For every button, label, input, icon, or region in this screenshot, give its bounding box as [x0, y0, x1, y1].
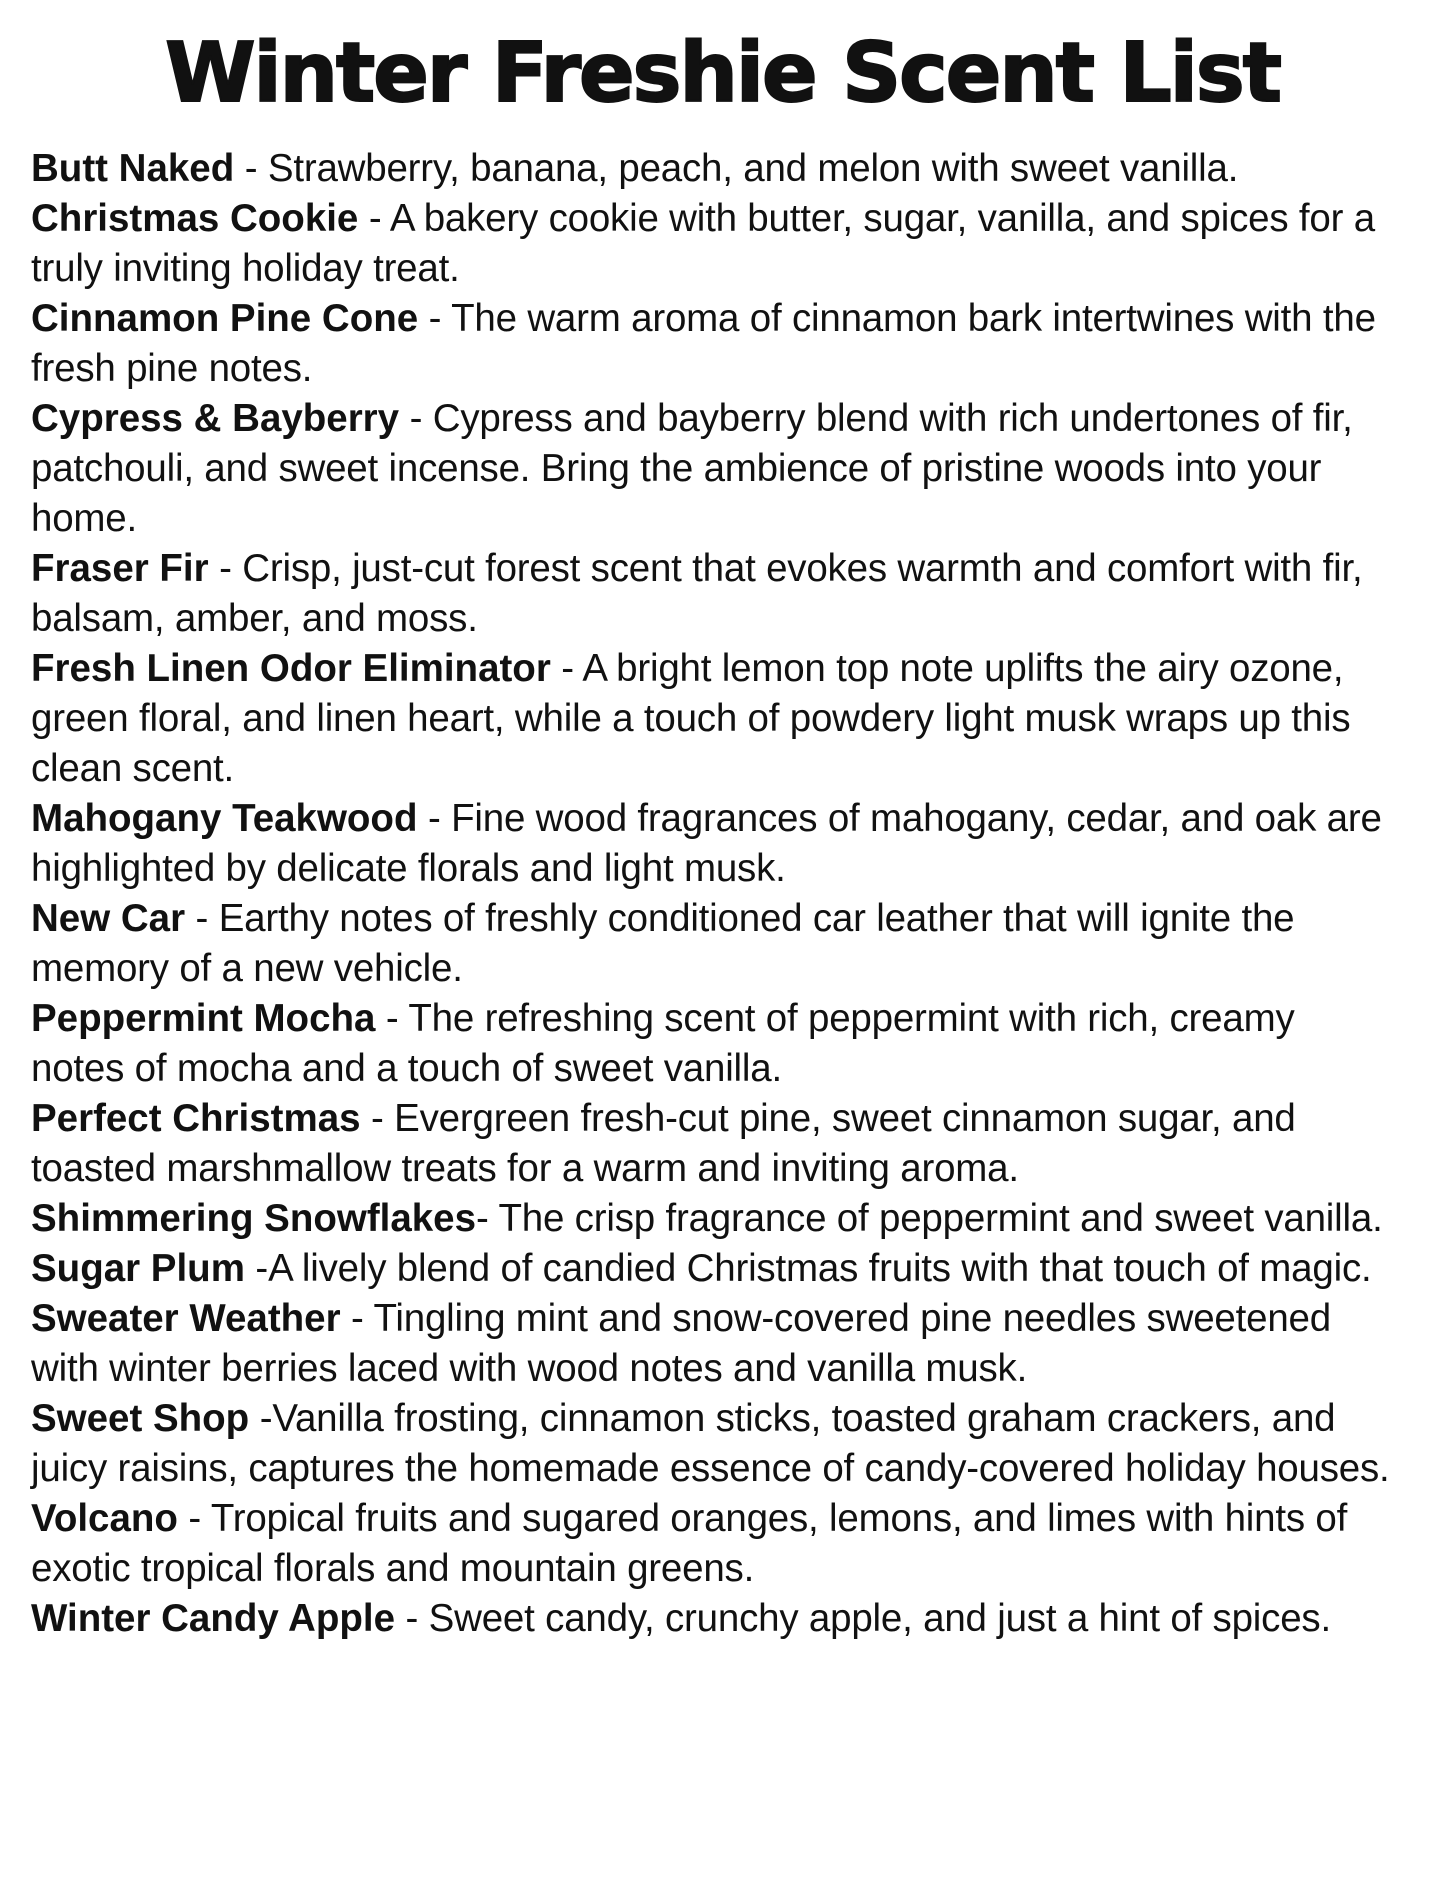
scent-separator: - — [208, 547, 243, 590]
scent-name: Perfect Christmas — [31, 1097, 361, 1140]
scent-description: Tingling mint and snow-covered pine needles sweetened with winter berries laced with wood notes and vanilla musk. — [31, 1297, 1331, 1390]
scent-entry — [31, 1494, 1397, 1594]
scent-name: Volcano — [31, 1497, 178, 1540]
scent-separator: - — [234, 147, 268, 190]
scent-list — [31, 144, 1397, 1644]
scent-entry — [31, 294, 1397, 394]
scent-description: Earthy notes of freshly conditioned car leather that will ignite the memory of a new vehicle. — [31, 897, 1295, 990]
scent-separator: - — [360, 1097, 395, 1140]
scent-description: Cypress and bayberry blend with rich undertones of fir, patchouli, and sweet incense. Bring the ambience of pristine woods into your home. — [31, 397, 1353, 540]
scent-entry — [31, 1294, 1397, 1394]
scent-description: The crisp fragrance of peppermint and sweet vanilla. — [498, 1197, 1383, 1240]
scent-separator: - — [418, 297, 452, 340]
scent-description: A bright lemon top note uplifts the airy ozone, green floral, and linen heart, while a touch of powdery light musk wraps up this clean scent. — [31, 647, 1351, 790]
scent-name: Christmas Cookie — [31, 197, 359, 240]
scent-description: Tropical fruits and sugared oranges, lemons, and limes with hints of exotic tropical florals and mountain greens. — [31, 1497, 1348, 1590]
scent-separator: - — [417, 797, 452, 840]
scent-separator: - — [395, 1597, 429, 1640]
scent-entry — [31, 794, 1397, 894]
scent-name: Mahogany Teakwood — [31, 797, 418, 840]
scent-description: Sweet candy, crunchy apple, and just a hint of spices. — [428, 1597, 1331, 1640]
scent-separator: - — [476, 1197, 499, 1240]
scent-name: Sweater Weather — [31, 1297, 341, 1340]
scent-name: Sweet Shop — [31, 1397, 250, 1440]
scent-entry — [31, 394, 1397, 544]
scent-separator: - — [550, 647, 583, 690]
scent-description: The warm aroma of cinnamon bark intertwines with the fresh pine notes. — [31, 297, 1376, 390]
scent-name: Butt Naked — [31, 147, 235, 190]
scent-separator: - — [177, 1497, 211, 1540]
scent-description: A bakery cookie with butter, sugar, vanilla, and spices for a truly inviting holiday treat. — [31, 197, 1375, 290]
scent-entry — [31, 1094, 1397, 1194]
scent-name: Winter Candy Apple — [31, 1597, 396, 1640]
scent-separator: - — [244, 1247, 269, 1290]
scent-name: New Car — [31, 897, 186, 940]
scent-name: Sugar Plum — [31, 1247, 245, 1290]
scent-name: Shimmering Snowflakes — [31, 1197, 477, 1240]
scent-entry — [31, 1594, 1397, 1644]
scent-name: Cinnamon Pine Cone — [31, 297, 419, 340]
scent-separator: - — [340, 1297, 374, 1340]
scent-separator: - — [375, 997, 409, 1040]
scent-name: Cypress & Bayberry — [31, 397, 400, 440]
scent-separator: - — [185, 897, 219, 940]
scent-description: Crisp, just-cut forest scent that evokes warmth and comfort with fir, balsam, amber, and moss. — [31, 547, 1363, 640]
scent-entry — [31, 1394, 1397, 1494]
scent-description: Evergreen fresh-cut pine, sweet cinnamon sugar, and toasted marshmallow treats for a warm and inviting aroma. — [31, 1097, 1296, 1190]
scent-entry — [31, 894, 1397, 994]
page-title: Winter Freshie Scent List — [165, 26, 1280, 121]
scent-separator: - — [358, 197, 390, 240]
scent-entry — [31, 194, 1397, 294]
scent-description: Vanilla frosting, cinnamon sticks, toasted graham crackers, and juicy raisins, captures the homemade essence of candy-covered holiday houses. — [31, 1397, 1390, 1490]
scent-separator: - — [399, 397, 433, 440]
scent-description: Strawberry, banana, peach, and melon with sweet vanilla. — [267, 147, 1239, 190]
scent-separator: - — [249, 1397, 273, 1440]
scent-description: A lively blend of candied Christmas fruits with that touch of magic. — [268, 1247, 1372, 1290]
scent-entry — [31, 1244, 1397, 1294]
scent-entry — [31, 644, 1397, 794]
scent-description: Fine wood fragrances of mahogany, cedar, and oak are highlighted by delicate florals and light musk. — [31, 797, 1382, 890]
scent-entry — [31, 1194, 1397, 1244]
scent-entry — [31, 994, 1397, 1094]
scent-name: Fraser Fir — [31, 547, 209, 590]
scent-entry — [31, 144, 1397, 194]
scent-entry — [31, 544, 1397, 644]
scent-name: Fresh Linen Odor Eliminator — [31, 647, 551, 690]
scent-description: The refreshing scent of peppermint with rich, creamy notes of mocha and a touch of sweet vanilla. — [31, 997, 1295, 1090]
document-page — [0, 26, 1445, 1897]
scent-name: Peppermint Mocha — [31, 997, 376, 1040]
